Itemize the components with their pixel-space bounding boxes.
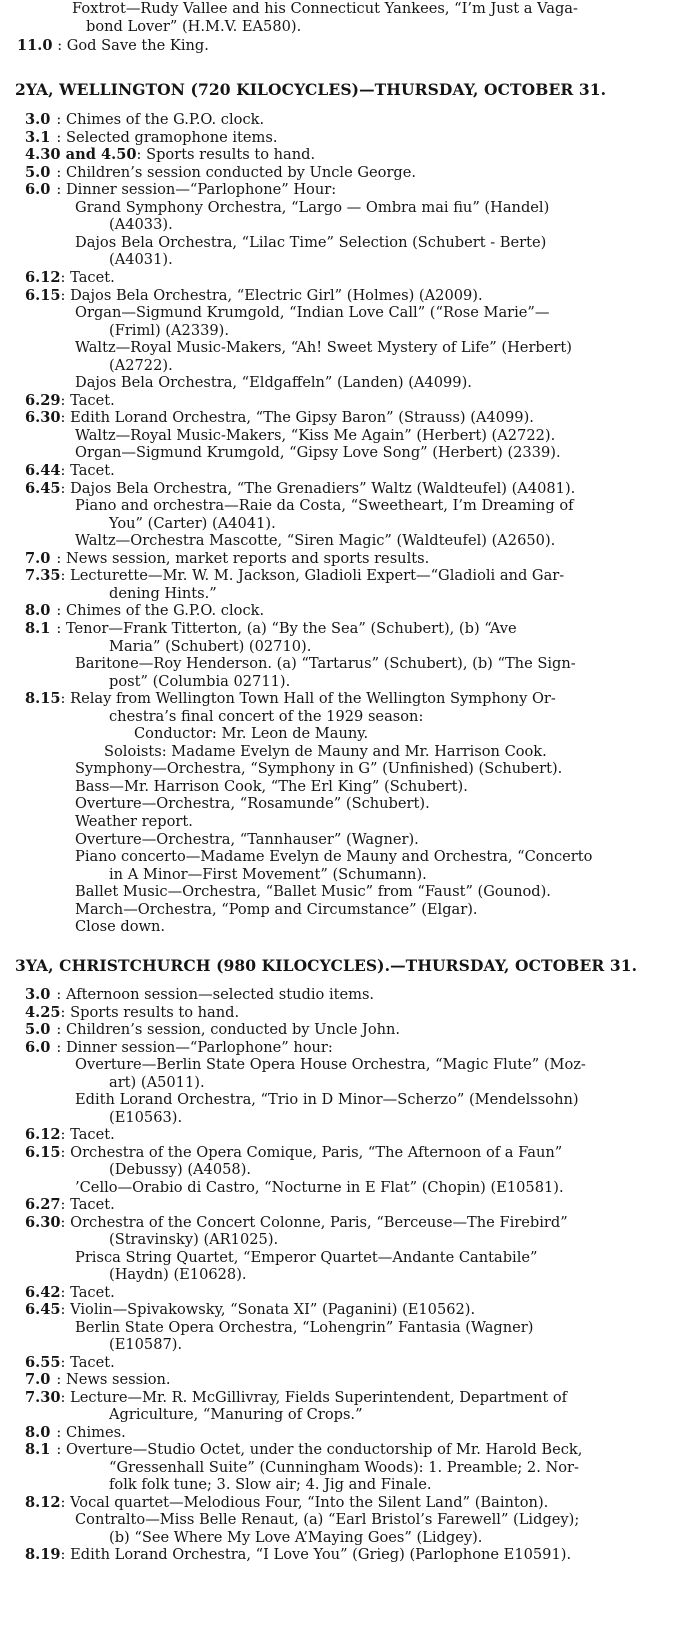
row-time: 8.19 <box>25 1546 61 1563</box>
row-time: 6.0 <box>25 181 51 199</box>
row-text: : Afternoon session—selected studio items. <box>56 986 375 1003</box>
row-time: 7.35 <box>25 567 61 585</box>
schedule-row <box>109 322 229 340</box>
row-time: 6.12 <box>25 1126 61 1143</box>
schedule-row <box>109 1109 182 1127</box>
top-line-2: bond Lover” (H.M.V. EA580). <box>86 18 302 35</box>
row-text: : Selected gramophone items. <box>56 128 278 146</box>
schedule-row <box>25 1196 115 1214</box>
schedule-row <box>109 1231 278 1249</box>
schedule-row <box>25 129 278 147</box>
schedule-row <box>109 1529 482 1547</box>
row-text: : Violin—Spivakowsky, “Sonata XI” (Paganini) (E10562). <box>60 1301 476 1318</box>
row-text: Agriculture, “Manuring of Crops.” <box>109 1406 363 1423</box>
row-text: chestra’s final concert of the 1929 season: <box>109 707 424 725</box>
row-text: : Dajos Bela Orchestra, “The Grenadiers” Waltz (Waldteufel) (A4081). <box>60 479 576 497</box>
row-time: 6.15 <box>25 1143 61 1161</box>
row-text: : Relay from Wellington Town Hall of the Wellington Symphony Or- <box>60 690 556 708</box>
schedule-row <box>75 1091 579 1109</box>
top-line-1: Foxtrot—Rudy Vallee and his Connecticut Yankees, “I’m Just a Vaga- <box>72 0 578 17</box>
schedule-row <box>25 1371 171 1389</box>
row-text: : Tacet. <box>60 1283 115 1301</box>
row-text: : Children’s session, conducted by Uncle John. <box>56 1021 401 1038</box>
row-time: 6.44 <box>25 462 61 479</box>
row-time: 3.0 <box>25 111 51 128</box>
row-text: : Dajos Bela Orchestra, “Electric Girl” (Holmes) (A2009). <box>60 286 483 304</box>
row-text: Bass—Mr. Harrison Cook, “The Erl King” (Schubert). <box>75 777 468 795</box>
row-time: 7.0 <box>25 1371 51 1388</box>
row-text: : News session, market reports and sports results. <box>56 549 430 567</box>
row-text: (Haydn) (E10628). <box>109 1266 247 1283</box>
row-time: 8.1 <box>25 619 51 637</box>
schedule-row <box>75 883 551 901</box>
schedule-row <box>25 1389 567 1407</box>
row-text: : Edith Lorand Orchestra, “The Gipsy Baron” (Strauss) (A4099). <box>60 409 534 427</box>
row-text: (Debussy) (A4058). <box>109 1161 252 1178</box>
row-text: Maria” (Schubert) (02710). <box>109 637 312 655</box>
schedule-row <box>109 1336 182 1354</box>
schedule-row <box>25 1424 126 1442</box>
row-text: Symphony—Orchestra, “Symphony in G” (Unfinished) (Schubert). <box>75 760 563 778</box>
row-text: : Children’s session conducted by Uncle George. <box>56 163 417 181</box>
schedule-row <box>25 111 264 129</box>
row-text: : Orchestra of the Concert Colonne, Paris, “Berceuse—The Firebird” <box>60 1213 568 1231</box>
schedule-row <box>109 357 173 375</box>
schedule-row <box>109 638 311 656</box>
schedule-row <box>109 251 173 269</box>
schedule-row <box>134 725 368 743</box>
row-text: Weather report. <box>75 813 193 830</box>
row-time: 8.0 <box>25 602 51 620</box>
schedule-row <box>75 1179 564 1197</box>
row-text: : Sports results to hand. <box>136 146 316 164</box>
row-time: 6.30 <box>25 1213 61 1231</box>
row-text: (E10563). <box>109 1108 183 1126</box>
final-time: 11.0 <box>17 37 53 54</box>
row-text: art) (A5011). <box>109 1073 205 1091</box>
row-text: : Tacet. <box>60 268 115 286</box>
schedule-row <box>75 497 574 515</box>
row-time: 6.55 <box>25 1353 61 1371</box>
row-text: : Edith Lorand Orchestra, “I Love You” (Grieg) (Parlophone E10591). <box>60 1546 572 1563</box>
schedule-row <box>75 778 468 796</box>
row-text: Overture—Berlin State Opera House Orchestra, “Magic Flute” (Moz- <box>75 1056 586 1073</box>
row-text: ’Cello—Orabio di Castro, “Nocturne in E Flat” (Chopin) (E10581). <box>75 1178 564 1196</box>
schedule-row <box>25 392 115 410</box>
row-text: Baritone—Roy Henderson. (a) “Tartarus” (Schubert), (b) “The Sign- <box>75 655 576 673</box>
schedule-row <box>75 760 562 778</box>
schedule-row <box>25 690 556 708</box>
schedule-row <box>25 480 575 498</box>
row-text: (A4033). <box>109 216 173 234</box>
schedule-row <box>25 409 534 427</box>
schedule-row <box>75 444 561 462</box>
schedule-row <box>25 1039 333 1057</box>
schedule-row <box>75 339 572 357</box>
row-text: Organ—Sigmund Krumgold, “Indian Love Call” (“Rose Marie”— <box>75 304 550 322</box>
row-text: Edith Lorand Orchestra, “Trio in D Minor—Scherzo” (Mendelssohn) <box>75 1091 579 1108</box>
schedule-row <box>109 1476 432 1494</box>
schedule-row <box>75 199 549 217</box>
schedule-row <box>75 795 430 813</box>
row-text: (A4031). <box>109 251 173 269</box>
row-time: 4.25 <box>25 1003 61 1021</box>
schedule-row <box>25 1284 115 1302</box>
row-text: : News session. <box>56 1371 171 1388</box>
schedule-row <box>109 708 423 726</box>
schedule-row <box>75 918 165 936</box>
schedule-row <box>25 1354 115 1372</box>
row-text: (E10587). <box>109 1336 183 1353</box>
row-text: : Dinner session—“Parlophone” Hour: <box>56 181 337 199</box>
row-text: post” (Columbia 02711). <box>109 672 291 690</box>
row-text: : Tacet. <box>60 1353 115 1371</box>
schedule-row <box>109 673 290 691</box>
schedule-row <box>104 743 547 761</box>
row-time: 3.0 <box>25 986 51 1003</box>
row-text: “Gressenhall Suite” (Cunningham Woods): 1. Preamble; 2. Nor- <box>109 1458 579 1476</box>
row-time: 6.45 <box>25 479 61 497</box>
schedule-row <box>75 813 193 831</box>
row-time: 6.42 <box>25 1283 61 1301</box>
schedule-row <box>25 1546 571 1564</box>
schedule-row <box>75 831 419 849</box>
schedule-row <box>109 515 276 533</box>
schedule-row <box>25 146 315 164</box>
row-text: (b) “See Where My Love A’Maying Goes” (Lidgey). <box>109 1528 483 1546</box>
row-time: 8.1 <box>25 1441 51 1458</box>
row-time: 8.12 <box>25 1493 61 1511</box>
row-text: : Chimes. <box>56 1423 126 1441</box>
row-text: Waltz—Royal Music-Makers, “Ah! Sweet Mystery of Life” (Herbert) <box>75 339 572 357</box>
row-text: : Lecturette—Mr. W. M. Jackson, Gladioli Expert—“Gladioli and Gar- <box>60 567 565 585</box>
row-text: Piano and orchestra—Raie da Costa, “Sweetheart, I’m Dreaming of <box>75 497 574 515</box>
row-time: 6.30 <box>25 409 61 427</box>
row-time: 5.0 <box>25 1021 51 1038</box>
schedule-row <box>75 901 478 919</box>
row-text: You” (Carter) (A4041). <box>109 514 276 532</box>
row-text: : Chimes of the G.P.O. clock. <box>56 602 265 620</box>
row-text: Grand Symphony Orchestra, “Largo — Ombra mai fiu” (Handel) <box>75 198 550 216</box>
row-text: Overture—Orchestra, “Rosamunde” (Schubert). <box>75 795 430 813</box>
schedule-row <box>25 1144 562 1162</box>
row-text: in A Minor—First Movement” (Schumann). <box>109 865 427 883</box>
row-text: Piano concerto—Madame Evelyn de Mauny and Orchestra, “Concerto <box>75 848 593 866</box>
schedule-row <box>109 1459 579 1477</box>
schedule-row <box>25 1441 582 1459</box>
schedule-row <box>75 374 472 392</box>
schedule-row <box>75 1249 537 1267</box>
row-text: Conductor: Mr. Leon de Mauny. <box>134 725 369 743</box>
row-text: dening Hints.” <box>109 584 217 602</box>
schedule-row <box>109 1406 363 1424</box>
row-text: Dajos Bela Orchestra, “Lilac Time” Selection (Schubert - Berte) <box>75 233 547 251</box>
schedule-row <box>25 164 416 182</box>
row-text: Soloists: Madame Evelyn de Mauny and Mr. Harrison Cook. <box>104 742 547 760</box>
row-text: : Tenor—Frank Titterton, (a) “By the Sea” (Schubert), (b) “Ave <box>56 619 517 637</box>
row-text: : Tacet. <box>60 462 115 479</box>
row-text: Prisca String Quartet, “Emperor Quartet—Andante Cantabile” <box>75 1248 538 1266</box>
schedule-row <box>75 427 555 445</box>
final-text: : God Save the King. <box>57 37 209 54</box>
schedule-row <box>25 1301 475 1319</box>
schedule-row <box>109 585 217 603</box>
schedule-row <box>25 181 336 199</box>
schedule-row <box>75 234 546 252</box>
schedule-row <box>25 550 429 568</box>
row-time: 3.1 <box>25 128 51 146</box>
schedule-row <box>25 462 115 480</box>
schedule-row <box>25 287 483 305</box>
row-text: Berlin State Opera Orchestra, “Lohengrin” Fantasia (Wagner) <box>75 1318 534 1336</box>
schedule-row <box>75 655 576 673</box>
row-text: : Lecture—Mr. R. McGillivray, Fields Superintendent, Department of <box>60 1388 568 1406</box>
row-text: : Orchestra of the Opera Comique, Paris, “The Afternoon of a Faun” <box>60 1143 563 1161</box>
schedule-row <box>109 866 427 884</box>
final-item <box>17 37 209 55</box>
row-text: : Tacet. <box>60 1196 115 1213</box>
section-heading-3ya: 3YA, CHRISTCHURCH (980 KILOCYCLES).—THURSDAY, OCTOBER 31. <box>15 956 638 975</box>
schedule-row <box>109 216 173 234</box>
row-text: : Chimes of the G.P.O. clock. <box>56 111 265 128</box>
row-time: 8.15 <box>25 690 61 708</box>
row-text: Dajos Bela Orchestra, “Eldgaffeln” (Landen) (A4099). <box>75 374 472 392</box>
row-text: Overture—Orchestra, “Tannhauser” (Wagner). <box>75 830 419 848</box>
row-text: : Tacet. <box>60 391 115 409</box>
row-text: Waltz—Royal Music-Makers, “Kiss Me Again” (Herbert) (A2722). <box>75 426 556 444</box>
schedule-row <box>75 532 555 550</box>
schedule-row <box>25 1004 239 1022</box>
schedule-row <box>75 304 549 322</box>
schedule-row <box>25 269 115 287</box>
row-time: 6.15 <box>25 286 61 304</box>
schedule-row <box>25 620 517 638</box>
row-time: 4.30 and 4.50 <box>25 146 137 164</box>
row-text: Organ—Sigmund Krumgold, “Gipsy Love Song” (Herbert) (2339). <box>75 444 561 462</box>
schedule-row <box>25 986 374 1004</box>
row-text: : Overture—Studio Octet, under the conductorship of Mr. Harold Beck, <box>56 1441 583 1458</box>
row-time: 8.0 <box>25 1423 51 1441</box>
schedule-row <box>109 1074 205 1092</box>
row-time: 6.29 <box>25 391 61 409</box>
schedule-row <box>25 1021 400 1039</box>
row-time: 5.0 <box>25 163 51 181</box>
schedule-row <box>25 1494 548 1512</box>
schedule-row <box>75 1056 586 1074</box>
row-time: 7.0 <box>25 549 51 567</box>
row-text: (Friml) (A2339). <box>109 321 230 339</box>
row-text: : Vocal quartet—Melodious Four, “Into the Silent Land” (Bainton). <box>60 1493 549 1511</box>
row-text: Waltz—Orchestra Mascotte, “Siren Magic” (Waldteufel) (A2650). <box>75 532 556 550</box>
schedule-row <box>75 1319 533 1337</box>
schedule-row <box>109 1266 247 1284</box>
row-time: 6.45 <box>25 1301 61 1318</box>
schedule-row <box>25 1214 568 1232</box>
row-time: 6.12 <box>25 268 61 286</box>
row-text: : Sports results to hand. <box>60 1003 240 1021</box>
row-text: (Stravinsky) (AR1025). <box>109 1231 279 1248</box>
schedule-row <box>25 567 564 585</box>
row-time: 7.30 <box>25 1388 61 1406</box>
row-text: : Dinner session—“Parlophone” hour: <box>56 1038 333 1056</box>
row-text: Ballet Music—Orchestra, “Ballet Music” from “Faust” (Gounod). <box>75 883 551 901</box>
section-heading-2ya: 2YA, WELLINGTON (720 KILOCYCLES)—THURSDAY, OCTOBER 31. <box>15 80 607 99</box>
row-text: Close down. <box>75 918 166 936</box>
row-text: : Tacet. <box>60 1126 115 1143</box>
schedule-row <box>25 1126 115 1144</box>
row-time: 6.0 <box>25 1038 51 1056</box>
row-text: folk folk tune; 3. Slow air; 4. Jig and Finale. <box>109 1476 432 1493</box>
row-time: 6.27 <box>25 1196 61 1213</box>
row-text: Contralto—Miss Belle Renaut, (a) “Earl Bristol’s Farewell” (Lidgey); <box>75 1511 580 1528</box>
row-text: (A2722). <box>109 356 173 374</box>
schedule-row <box>25 602 264 620</box>
schedule-row <box>75 1511 579 1529</box>
row-text: March—Orchestra, “Pomp and Circumstance” (Elgar). <box>75 900 478 918</box>
schedule-row <box>109 1161 251 1179</box>
schedule-row <box>75 848 592 866</box>
